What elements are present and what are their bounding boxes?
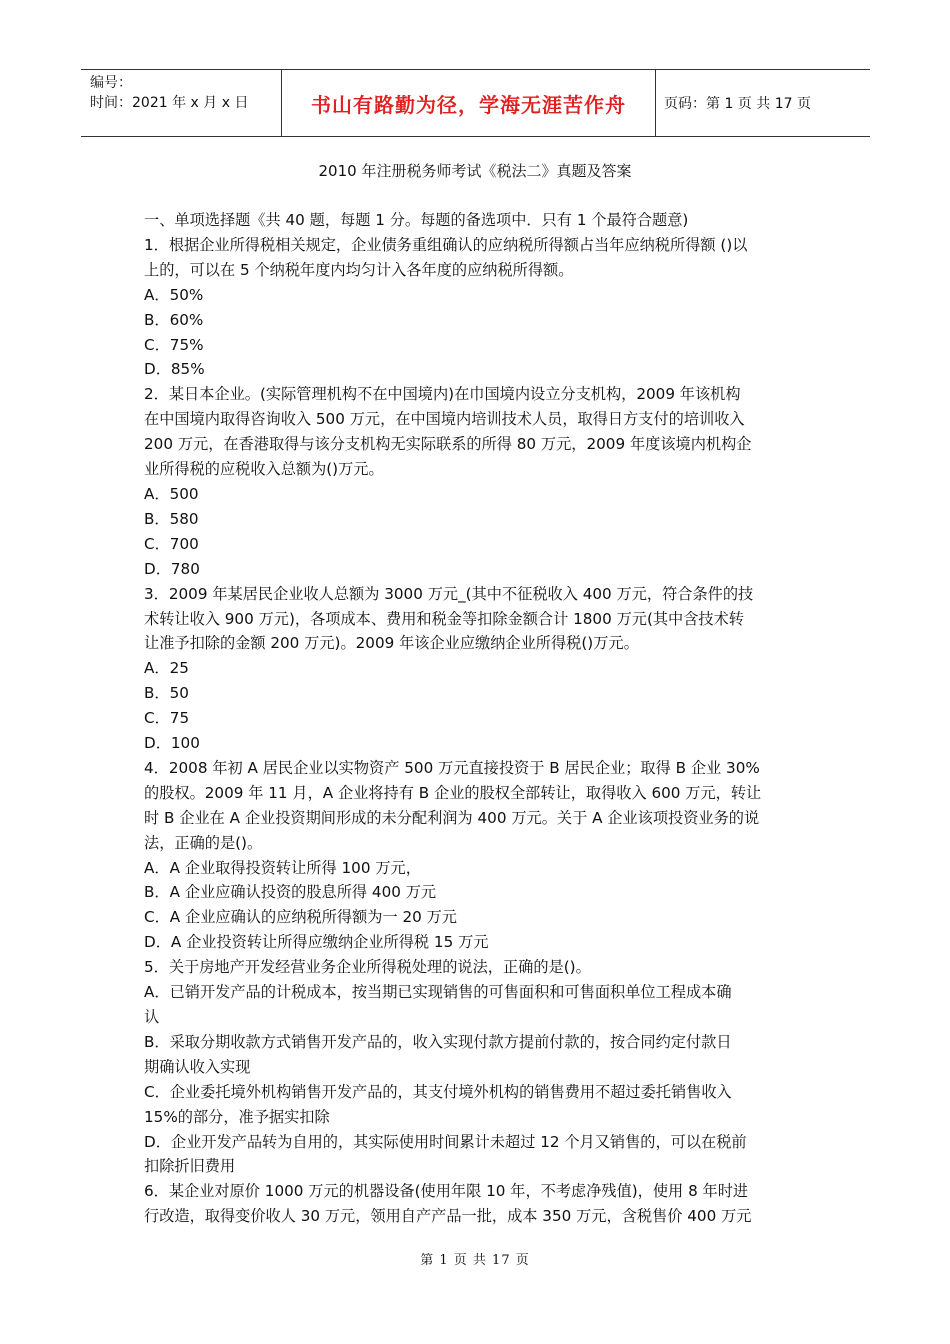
text-line: B．采取分期收款方式销售开发产品的，收入实现付款方提前付款的，按合同约定付款日 (144, 1032, 732, 1051)
text-line: 期确认收入实现 (144, 1057, 251, 1076)
text-line: C．A 企业应确认的应纳税所得额为一 20 万元 (144, 908, 457, 927)
text-line: A．A 企业取得投资转让所得 100 万元， (144, 858, 421, 877)
page-header (81, 69, 870, 137)
text-line: B．50 (144, 684, 189, 703)
text-line: C．企业委托境外机构销售开发产品的，其支付境外机构的销售费用不超过委托销售收入 (144, 1082, 732, 1101)
text-line: 法，正确的是()。 (144, 833, 263, 852)
text-line: 3．2009 年某居民企业收人总额为 3000 万元_(其中不征税收入 400 万元，符合条件的技 (144, 584, 754, 603)
page-footer: 第 1 页 共 17 页 (420, 1253, 530, 1268)
text-line: A．已销开发产品的计税成本，按当期已实现销售的可售面积和可售面积单位工程成本确 (144, 983, 732, 1002)
text-line: 时 B 企业在 A 企业投资期间形成的未分配利润为 400 万元。关于 A 企业该项投资业务的说 (144, 808, 760, 827)
text-line: 4．2008 年初 A 居民企业以实物资产 500 万元直接投资于 B 居民企业；取得 B 企业 30% (144, 758, 760, 777)
text-line: 在中国境内取得咨询收入 500 万元，在中国境内培训技术人员，取得日方支付的培训收入 (144, 410, 745, 429)
text-line: 一、单项选择题《共 40 题，每题 1 分。每题的备选项中．只有 1 个最符合题意) (144, 211, 689, 229)
text-line: C．75 (144, 709, 190, 728)
text-line: 行改造，取得变价收人 30 万元，领用自产产品一批，成本 350 万元，含税售价 400 万元 (144, 1207, 752, 1226)
text-line: D．100 (144, 734, 200, 753)
text-line: C．700 (144, 534, 199, 553)
text-line: 术转让收入 900 万元)，各项成本、费用和税金等扣除金额合计 1800 万元(其中含技术转 (144, 609, 744, 628)
text-line: D．85% (144, 360, 205, 379)
text-line: D．企业开发产品转为自用的，其实际使用时间累计未超过 12 个月又销售的，可以在税前 (144, 1132, 747, 1151)
text-line: 15%的部分，准予据实扣除 (144, 1107, 330, 1126)
text-line: 认 (144, 1008, 160, 1026)
text-line: C．75% (144, 335, 204, 354)
text-line: 业所得税的应税收入总额为()万元。 (144, 460, 384, 479)
text-line: 上的，可以在 5 个纳税年度内均匀计入各年度的应纳税所得额。 (144, 260, 574, 279)
document-number: 编号： (90, 75, 132, 91)
text-line: B．A 企业应确认投资的股息所得 400 万元 (144, 883, 437, 902)
text-line: 2．某日本企业。(实际管理机构不在中国境内)在巾国境内设立分支机构，2009 年该机构 (144, 385, 741, 404)
text-line: 6．某企业对原价 1000 万元的机器设备(使用年限 10 年，不考虑净残值)，使用 8 年时进 (144, 1182, 749, 1201)
text-line: A．500 (144, 484, 199, 503)
header-page-info: 页码：第 1 页 共 17 页 (664, 96, 811, 112)
text-line: B．580 (144, 509, 199, 528)
text-line: D．780 (144, 559, 200, 578)
header-motto: 书山有路勤为径，学海无涯苦作舟 (282, 70, 656, 136)
text-line: B．60% (144, 310, 204, 329)
text-line: 5．关于房地产开发经营业务企业所得税处理的说法，正确的是()。 (144, 958, 591, 977)
text-line: 扣除折旧费用 (144, 1157, 236, 1176)
text-line: 的股权。2009 年 11 月，A 企业将持有 B 企业的股权全部转让，取得收入 600 万元，转让 (144, 783, 762, 802)
header-meta (81, 70, 282, 136)
text-line: 200 万元，在香港取得与该分支机构无实际联系的所得 80 万元，2009 年度该境内机构企 (144, 435, 752, 454)
document-title: 2010 年注册税务师考试《税法二》真题及答案 (318, 162, 632, 180)
text-line: A．50% (144, 285, 204, 304)
text-line: 让准予扣除的金额 200 万元)。2009 年该企业应缴纳企业所得税()万元。 (144, 634, 639, 653)
text-line: D．A 企业投资转让所得应缴纳企业所得税 15 万元 (144, 933, 489, 952)
document-date: 时间：2021 年 x 月 x 日 (90, 95, 249, 111)
text-line: A．25 (144, 659, 189, 678)
document-body (144, 208, 814, 1229)
text-line: 1．根据企业所得税相关规定，企业债务重组确认的应纳税所得额占当年应纳税所得额 ()以 (144, 235, 748, 254)
